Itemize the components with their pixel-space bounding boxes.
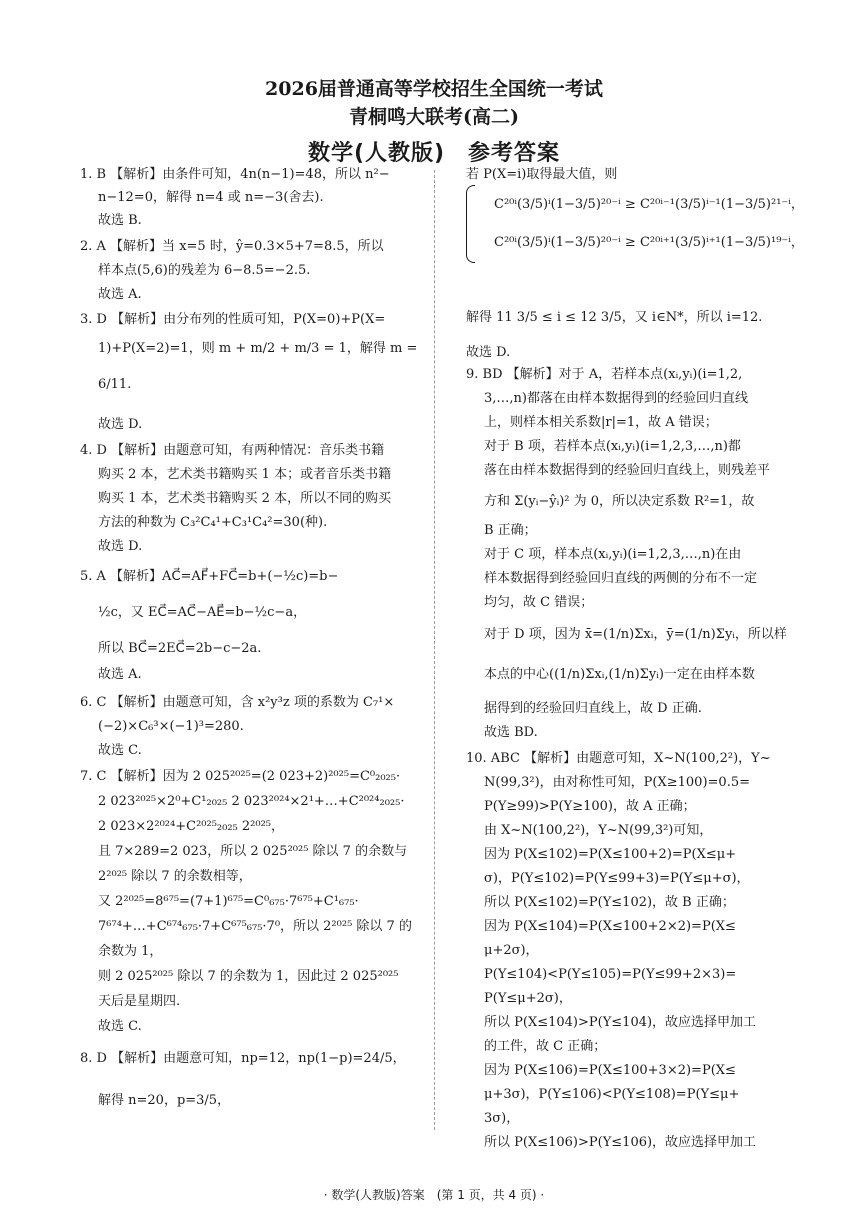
- text-line: 上，则样本相关系数|r|=1，故 A 错误；: [484, 415, 718, 430]
- text-line: C²⁰ⁱ(3/5)ⁱ(1−3/5)²⁰⁻ⁱ ≥ C²⁰ⁱ⁻¹(3/5)ⁱ⁻¹(1−3/5)²¹⁻ⁱ，: [494, 197, 804, 212]
- text-line: 8. D 【解析】由题意可知，np=12，np(1−p)=24/5，: [80, 1051, 406, 1066]
- text-line: 所以 BC⃗=2EC⃗=2b−c−2a.: [98, 641, 262, 656]
- text-line: (−2)×C₆³×(−1)³=280.: [98, 719, 244, 734]
- text-line: 则 2 025²⁰²⁵ 除以 7 的余数为 1，因此过 2 025²⁰²⁵: [98, 969, 399, 984]
- page-footer: · 数学(人教版)答案 (第 1 页，共 4 页) ·: [323, 1188, 545, 1202]
- text-line: 所以 P(X≤102)=P(Y≤102)，故 B 正确；: [484, 895, 735, 910]
- text-line: P(Y≤μ+2σ)，: [484, 991, 572, 1006]
- text-line: 故选 D.: [466, 345, 511, 360]
- text-line: 又 2²⁰²⁵=8⁶⁷⁵=(7+1)⁶⁷⁵=C⁰₆₇₅·7⁶⁷⁵+C¹₆₇₅·: [98, 894, 359, 909]
- text-line: P(Y≥99)>P(Y≥100)，故 A 正确；: [484, 799, 696, 814]
- text-line: 所以 P(X≤104)>P(Y≤104)，故应选择甲加工: [484, 1015, 757, 1030]
- text-line: 故选 C.: [98, 743, 142, 758]
- answer-key-title: 数学(人教版) 参考答案: [307, 141, 561, 166]
- text-line: 故选 BD.: [484, 725, 538, 740]
- text-line: 对于 D 项，因为 x̄=(1/n)Σxᵢ，ȳ=(1/n)Σyᵢ，所以样: [484, 627, 787, 642]
- text-line: 故选 A.: [98, 667, 142, 682]
- text-line: 对于 C 项，样本点(xᵢ,yᵢ)(i=1,2,3,…,n)在由: [484, 547, 742, 562]
- text-line: 6/11.: [98, 377, 132, 392]
- text-line: 3. D 【解析】由分布列的性质可知，P(X=0)+P(X=: [80, 312, 386, 327]
- text-line: μ+2σ)，: [484, 943, 539, 958]
- text-line: 1. B 【解析】由条件可知，4n(n−1)=48，所以 n²−: [80, 167, 390, 182]
- text-line: 所以 P(X≤106)>P(Y≤106)，故应选择甲加工: [484, 1135, 757, 1150]
- text-line: B 正确；: [484, 523, 537, 538]
- column-divider: [434, 170, 435, 1130]
- text-line: 2. A 【解析】当 x=5 时，ŷ=0.3×5+7=8.5，所以: [80, 239, 384, 254]
- text-line: P(Y≤104)<P(Y≤105)=P(Y≤99+2×3)=: [484, 967, 737, 982]
- text-line: 2 023×2²⁰²⁴+C²⁰²⁵₂₀₂₅ 2²⁰²⁵，: [98, 819, 285, 834]
- text-line: 方法的种数为 C₃²C₄¹+C₃¹C₄²=30(种).: [98, 515, 328, 530]
- text-line: n−12=0，解得 n=4 或 n=−3(舍去).: [98, 190, 324, 205]
- text-line: 2²⁰²⁵ 除以 7 的余数相等，: [98, 869, 252, 884]
- text-line: 4. D 【解析】由题意可知，有两种情况：音乐类书籍: [80, 443, 385, 458]
- text-line: 10. ABC 【解析】由题意可知，X~N(100,2²)，Y~: [466, 751, 771, 766]
- text-line: 7. C 【解析】因为 2 025²⁰²⁵=(2 023+2)²⁰²⁵=C⁰₂₀₂₅·: [80, 769, 401, 784]
- exam-title: 2026届普通高等学校招生全国统一考试: [265, 78, 603, 100]
- text-line: ½c，又 EC⃗=AC⃗−AE⃗=b−½c−a，: [98, 605, 307, 620]
- text-line: 3σ)，: [484, 1111, 520, 1126]
- text-line: 9. BD 【解析】对于 A，若样本点(xᵢ,yᵢ)(i=1,2,: [466, 367, 743, 382]
- text-line: C²⁰ⁱ(3/5)ⁱ(1−3/5)²⁰⁻ⁱ ≥ C²⁰ⁱ⁺¹(3/5)ⁱ⁺¹(1−3/5)¹⁹⁻ⁱ，: [494, 235, 804, 250]
- text-line: 样本点(5,6)的残差为 6−8.5=−2.5.: [98, 263, 311, 278]
- text-line: 3,…,n)都落在由样本数据得到的经验回归直线: [484, 391, 748, 406]
- text-line: 样本数据得到经验回归直线的两侧的分布不一定: [484, 571, 758, 586]
- text-line: 落在由样本数据得到的经验回归直线上，则残差平: [484, 463, 771, 478]
- text-line: 因为 P(X≤104)=P(X≤100+2×2)=P(X≤: [484, 919, 736, 934]
- text-line: 本点的中心((1/n)Σxᵢ,(1/n)Σyᵢ)一定在由样本数: [484, 667, 755, 682]
- text-line: 故选 C.: [98, 1019, 142, 1034]
- exam-subtitle: 青桐鸣大联考(高二): [349, 106, 519, 128]
- text-line: μ+3σ)，P(Y≤106)<P(Y≤108)=P(Y≤μ+: [484, 1087, 740, 1102]
- text-line: 因为 P(X≤106)=P(X≤100+3×2)=P(X≤: [484, 1063, 736, 1078]
- text-line: 6. C 【解析】由题意可知，含 x²y³z 项的系数为 C₇¹×: [80, 695, 395, 710]
- text-line: 7⁶⁷⁴+…+C⁶⁷⁴₆₇₅·7+C⁶⁷⁵₆₇₅·7⁰，所以 2²⁰²⁵ 除以 7 的: [98, 919, 412, 934]
- text-line: 故选 B.: [98, 213, 142, 228]
- text-line: 对于 B 项，若样本点(xᵢ,yᵢ)(i=1,2,3,…,n)都: [484, 439, 741, 454]
- text-line: 余数为 1，: [98, 944, 163, 959]
- text-line: 天后是星期四.: [98, 994, 181, 1009]
- text-line: 解得 11 3/5 ≤ i ≤ 12 3/5，又 i∈N*，所以 i=12.: [466, 310, 763, 325]
- text-line: 且 7×289=2 023，所以 2 025²⁰²⁵ 除以 7 的余数与: [98, 844, 408, 859]
- text-line: 购买 2 本，艺术类书籍购买 1 本；或者音乐类书籍: [98, 467, 392, 482]
- text-line: 据得到的经验回归直线上，故 D 正确.: [484, 701, 702, 716]
- text-line: 1)+P(X=2)=1，则 m + m/2 + m/3 = 1，解得 m =: [98, 341, 418, 356]
- system-brace: [466, 185, 475, 263]
- text-line: 由 X~N(100,2²)，Y~N(99,3²)可知，: [484, 823, 713, 838]
- text-line: 的工件，故 C 正确；: [484, 1039, 607, 1054]
- text-line: N(99,3²)，由对称性可知，P(X≥100)=0.5=: [484, 775, 750, 790]
- text-line: 2 023²⁰²⁵×2⁰+C¹₂₀₂₅ 2 023²⁰²⁴×2¹+…+C²⁰²⁴₂₀₂₅·: [98, 794, 405, 809]
- text-line: 故选 A.: [98, 287, 142, 302]
- text-line: σ)，P(Y≤102)=P(Y≤99+3)=P(Y≤μ+σ)，: [484, 871, 750, 886]
- text-line: 若 P(X=i)取得最大值，则: [466, 167, 618, 182]
- text-line: 因为 P(X≤102)=P(X≤100+2)=P(X≤μ+: [484, 847, 737, 862]
- text-line: 均匀，故 C 错误；: [484, 595, 594, 610]
- text-line: 故选 D.: [98, 539, 143, 554]
- text-line: 故选 D.: [98, 417, 143, 432]
- text-line: 5. A 【解析】AC⃗=AF⃗+FC⃗=b+(−½c)=b−: [80, 569, 339, 584]
- text-line: 方和 Σ(yᵢ−ŷᵢ)² 为 0，所以决定系数 R²=1，故: [484, 494, 755, 509]
- text-line: 解得 n=20，p=3/5，: [98, 1093, 231, 1108]
- text-line: 购买 1 本，艺术类书籍购买 2 本，所以不同的购买: [98, 491, 392, 506]
